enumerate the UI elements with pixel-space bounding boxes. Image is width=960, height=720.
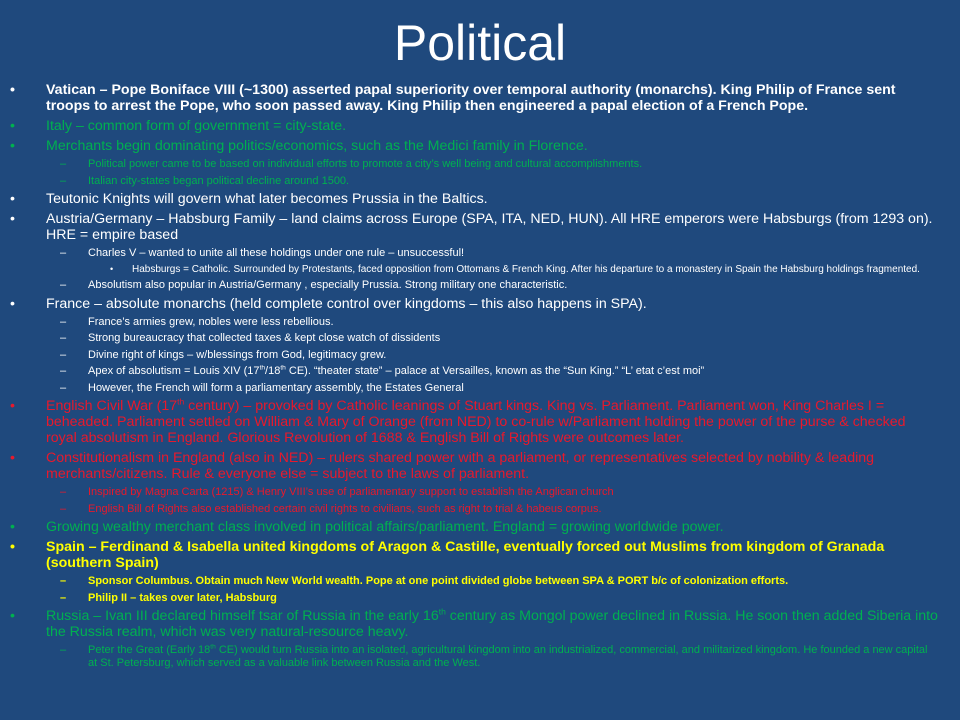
dash-marker: –: [60, 486, 67, 498]
dash-marker: –: [60, 644, 67, 656]
bullet-text: English Civil War (17: [46, 398, 178, 414]
dash-marker: –: [60, 365, 67, 377]
bullet-text: Italy – common form of government = city-state.: [46, 118, 347, 134]
dash-marker: –: [60, 174, 67, 187]
bullet-level1: [10, 191, 938, 207]
bullet-marker: •: [10, 191, 15, 207]
bullet-list: [10, 82, 938, 673]
superscript: th: [210, 643, 216, 651]
bullet-text: However, the French will form a parliamentary assembly, the Estates General: [88, 381, 464, 394]
bullet-text: Italian city-states began political decline around 1500.: [88, 174, 350, 187]
bullet-level2: [36, 644, 938, 669]
bullet-level2: [36, 575, 938, 588]
bullet-level1: [10, 606, 938, 640]
bullet-level2: [36, 332, 938, 345]
bullet-text: Peter the Great (Early 18: [88, 644, 211, 656]
bullet-marker: •: [10, 295, 15, 312]
dash-marker: –: [60, 279, 67, 291]
bullet-level1: [10, 82, 938, 114]
bullet-text: Vatican – Pope Boniface VIII (~1300) asserted papal superiority over temporal authority (monarchs). King Philip of France sent troops to arrest the Pope, who soon passed away. King Philip then engineered a papal election of a French Pope.: [46, 82, 896, 114]
dash-marker: –: [60, 315, 67, 328]
bullet-level2: [36, 175, 938, 188]
bullet-level1: [10, 450, 938, 482]
bullet-text: Austria/Germany – Habsburg Family – land claims across Europe (SPA, ITA, NED, HUN). All HRE emperors were Habsburgs (from 1293 on). HRE = empire based: [46, 211, 933, 243]
bullet-text: century) – provoked by Catholic leanings of Stuart kings. King vs. Parliament. Parliament won, King Charles I = beheaded. Parliament settled on William & Mary of Orange (from NED) to co-rule w/Parliament holding the power of the purse & checked royal absolutism in England. Glorious Revolution of 1688 & English Bill of Rights were outcomes later.: [46, 398, 906, 446]
bullet-text: century as Mongol power declined in Russia. He soon then added Siberia into the Russia realm, which was very natural-resource heavy.: [46, 608, 938, 640]
bullet-text: Inspired by Magna Carta (1215) & Henry VIII’s use of parliamentary support to establish the Anglican church: [88, 486, 614, 498]
bullet-text: Constitutionalism in England (also in NED) – rulers shared power with a parliament, or representatives selected by nobility & leading merchants/citizens. Rule & everyone else = subject to the laws of parliament.: [46, 450, 875, 482]
bullet-text: Teutonic Knights will govern what later becomes Prussia in the Baltics.: [46, 191, 488, 207]
bullet-marker: •: [110, 263, 114, 274]
bullet-text: Russia – Ivan III declared himself tsar of Russia in the early 16: [46, 608, 439, 624]
bullet-text: Merchants begin dominating politics/economics, such as the Medici family in Florence.: [46, 138, 588, 154]
superscript: th: [280, 364, 286, 372]
bullet-level1: [10, 539, 938, 571]
bullet-marker: •: [10, 608, 15, 624]
bullet-text: Strong bureaucracy that collected taxes & kept close watch of dissidents: [88, 332, 441, 344]
bullet-text: Political power came to be based on individual efforts to promote a city’s well being and cultural accomplishments.: [88, 158, 643, 170]
bullet-marker: •: [10, 398, 15, 414]
bullet-text: English Bill of Rights also established certain civil rights to civilians, such as right to trial & habeus corpus.: [88, 502, 602, 515]
dash-marker: –: [60, 332, 67, 344]
bullet-text: France’s armies grew, nobles were less rebellious.: [88, 315, 334, 328]
bullet-level1: [10, 396, 938, 446]
bullet-level1: [10, 519, 938, 535]
bullet-level2: [36, 382, 938, 395]
slide-title: Political: [393, 15, 567, 71]
superscript: th: [438, 606, 446, 617]
superscript: th: [259, 364, 266, 372]
bullet-text: /18: [265, 365, 281, 377]
dash-marker: –: [60, 502, 67, 515]
bullet-text: Absolutism also popular in Austria/Germany , especially Prussia. Strong military one characteristic.: [88, 279, 568, 291]
bullet-text: CE). “theater state” – palace at Versailles, known as the “Sun King.” “L’ etat c’est moi”: [285, 365, 705, 377]
bullet-level1: [10, 138, 938, 154]
bullet-level2: [36, 349, 938, 362]
bullet-marker: •: [10, 539, 15, 555]
dash-marker: –: [60, 575, 67, 587]
bullet-level2: [36, 365, 938, 378]
bullet-level2: [36, 279, 938, 292]
bullet-marker: •: [10, 118, 15, 134]
bullet-level2: [36, 316, 938, 329]
bullet-level2: [36, 158, 938, 171]
bullet-marker: •: [10, 519, 15, 535]
bullet-level2: [36, 503, 938, 516]
bullet-text: France – absolute monarchs (held complete control over kingdoms – this also happens in SPA).: [46, 295, 647, 312]
bullet-level1: [10, 118, 938, 134]
bullet-marker: •: [10, 450, 15, 466]
bullet-text: Charles V – wanted to unite all these holdings under one rule – unsuccessful!: [88, 247, 465, 259]
bullet-text: Apex of absolutism = Louis XIV (17: [88, 365, 260, 377]
dash-marker: –: [60, 158, 67, 170]
dash-marker: –: [60, 381, 67, 394]
bullet-text: Philip II – takes over later, Habsburg: [88, 591, 277, 604]
bullet-level2: [36, 486, 938, 499]
bullet-level2: [36, 247, 938, 260]
dash-marker: –: [60, 348, 67, 361]
bullet-marker: •: [10, 138, 15, 154]
bullet-text: Sponsor Columbus. Obtain much New World wealth. Pope at one point divided globe between SPA & PORT b/c of colonization efforts.: [88, 575, 789, 587]
bullet-text: Habsburgs = Catholic. Surrounded by Protestants, faced opposition from Ottomans & French King. After his departure to a monastery in Spain the Habsburg holdings fragmented.: [132, 263, 920, 275]
bullet-level3: [36, 264, 938, 276]
dash-marker: –: [60, 247, 67, 259]
bullet-level2: [36, 592, 938, 605]
superscript: th: [177, 396, 185, 407]
bullet-text: Spain – Ferdinand & Isabella united kingdoms of Aragon & Castille, eventually forced out Muslims from kingdom of Granada (southern Spain): [46, 539, 885, 571]
bullet-text: Divine right of kings – w/blessings from God, legitimacy grew.: [88, 348, 387, 361]
bullet-level1: [10, 295, 938, 312]
bullet-marker: •: [10, 82, 15, 98]
bullet-text: Growing wealthy merchant class involved in political affairs/parliament. England = growing worldwide power.: [46, 519, 724, 535]
bullet-marker: •: [10, 211, 15, 227]
bullet-text: CE) would turn Russia into an isolated, agricultural kingdom into an industrialized, commercial, and militarized kingdom. He founded a new capital at St. Petersburg, which served as a valuable link between Russia and the West.: [88, 644, 928, 669]
dash-marker: –: [60, 591, 67, 604]
bullet-level1: [10, 211, 938, 243]
